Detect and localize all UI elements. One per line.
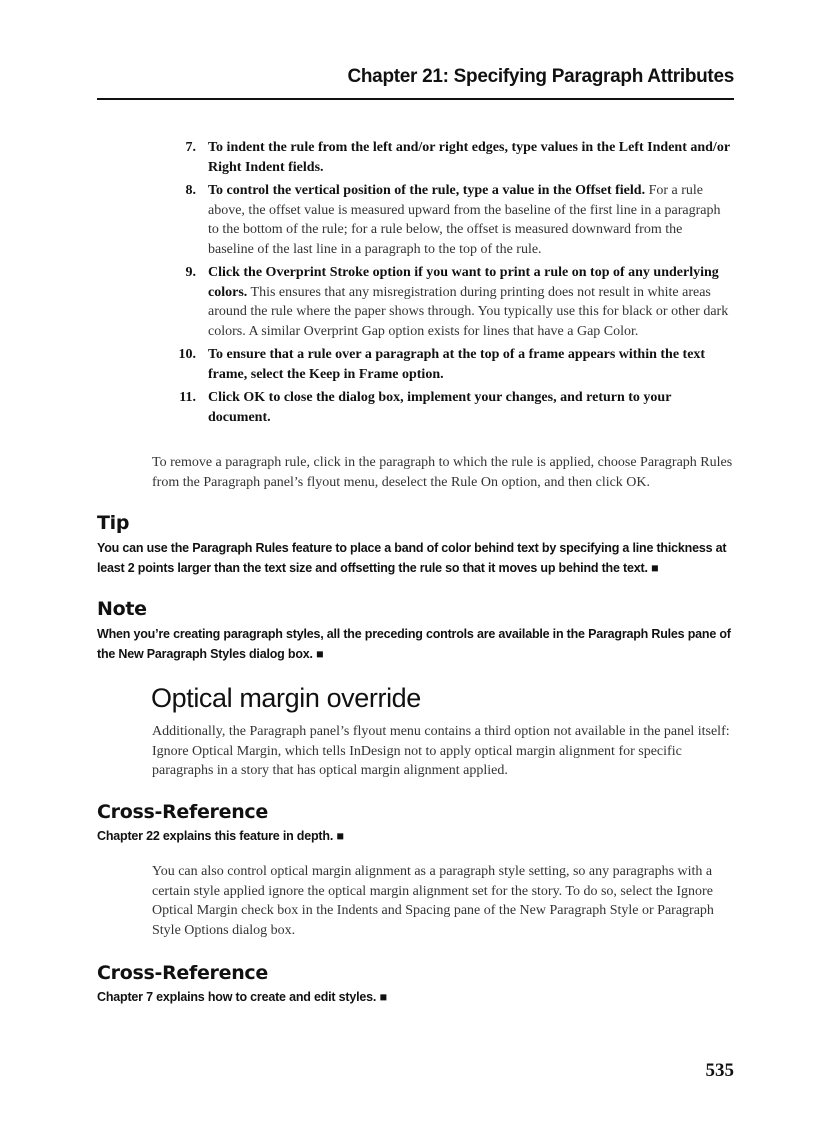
section-heading: Optical margin override <box>151 683 421 713</box>
step-explanation: For a rule above, the offset value is measured upward from the baseline of the first line in a paragraph to the bottom of the rule; for a rule below, the offset is measured downward from the baseline of the last line in a paragraph to the top of the rule. <box>208 183 721 257</box>
note-body: When you’re creating paragraph styles, all the preceding controls are available in the Paragraph Rules pane of the New Paragraph Styles dialog box. ■ <box>97 627 731 661</box>
step-number: 8. <box>185 183 196 198</box>
step-number: 9. <box>185 265 196 280</box>
step-instruction: To indent the rule from the left and/or right edges, type values in the Left Indent and/or Right Indent fields. <box>208 140 730 175</box>
cross-reference-heading: Cross-Reference <box>97 962 268 984</box>
step-number: 11. <box>179 390 196 405</box>
step-number: 10. <box>178 347 196 362</box>
step-explanation: This ensures that any misregistration during printing does not result in white areas around the rule where the paper shows through. You typically use this for black or other dark colors. A similar Overprint Gap option exists for lines that have a Gap Color. <box>208 284 729 339</box>
chapter-title: Chapter 21: Specifying Paragraph Attributes <box>347 66 734 87</box>
step-instruction: Click OK to close the dialog box, implement your changes, and return to your document. <box>208 390 672 425</box>
step-instruction: To ensure that a rule over a paragraph at the top of a frame appears within the text frame, select the Keep in Frame option. <box>208 347 706 382</box>
step-instruction: Click the Overprint Stroke option if you want to print a rule on top of any underlying colors. <box>208 265 719 300</box>
tip-body: You can use the Paragraph Rules feature to place a band of color behind text by specifying a line thickness at least 2 points larger than the text size and offsetting the rule so that it moves up behind the text. ■ <box>97 541 727 575</box>
cross-reference-body: Chapter 22 explains this feature in depth. ■ <box>97 829 344 843</box>
step-item <box>150 388 730 427</box>
running-header <box>97 64 734 100</box>
step-instruction: To control the vertical position of the rule, type a value in the Offset field. <box>208 183 646 198</box>
step-number: 7. <box>185 140 196 155</box>
optical-style-paragraph: You can also control optical margin alignment as a paragraph style setting, so any paragraphs with a certain style applied ignore the optical margin alignment set for the story. To do so, select the Ignore Optical Margin check box in the Indents and Spacing pane of the New Paragraph Style or Paragraph Style Options dialog box. <box>152 864 714 938</box>
tip-heading: Tip <box>97 512 130 534</box>
optical-intro-paragraph: Additionally, the Paragraph panel’s flyout menu contains a third option not available in the panel itself: Ignore Optical Margin, which tells InDesign not to apply optical margin alignment for specific paragraphs in a story that has optical margin alignment applied. <box>152 724 730 778</box>
step-item <box>150 263 730 341</box>
cross-reference-heading: Cross-Reference <box>97 801 268 823</box>
step-item <box>150 181 730 259</box>
cross-reference-body: Chapter 7 explains how to create and edit styles. ■ <box>97 990 387 1004</box>
step-list <box>150 138 730 431</box>
page-number: 535 <box>705 1060 734 1081</box>
step-item <box>150 138 730 177</box>
step-item <box>150 345 730 384</box>
note-heading: Note <box>97 598 147 620</box>
remove-rule-paragraph: To remove a paragraph rule, click in the paragraph to which the rule is applied, choose Paragraph Rules from the Paragraph panel’s flyout menu, deselect the Rule On option, and then click OK. <box>152 455 733 490</box>
